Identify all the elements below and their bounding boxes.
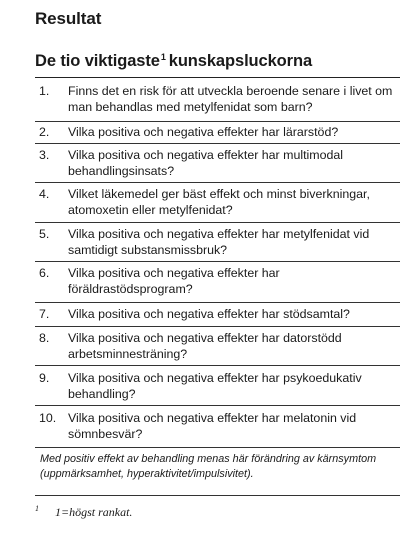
- list-item: [35, 330, 400, 366]
- item-text: Vilka positiva och negativa effekter har lärarstöd?: [68, 125, 339, 139]
- list-item: [35, 410, 400, 448]
- table-top-rule: [35, 77, 400, 78]
- item-text: Vilka positiva och negativa effekter har datorstödd arbetsminnesträning?: [68, 331, 342, 361]
- item-text: Vilka positiva och negativa effekter har föräldrastödsprogram?: [68, 266, 280, 296]
- item-number: 8.: [39, 331, 50, 345]
- footnote: [35, 504, 132, 520]
- section-heading: Resultat: [35, 9, 102, 28]
- list-item: [35, 124, 400, 144]
- list-item: [35, 186, 400, 223]
- item-number: 6.: [39, 266, 50, 280]
- list-item: [35, 265, 400, 303]
- item-text: Vilka positiva och negativa effekter har melatonin vid sömnbesvär?: [68, 411, 357, 441]
- footnote-text: 1=högst rankat.: [55, 505, 133, 519]
- list-item: [35, 370, 400, 406]
- item-number: 7.: [39, 307, 50, 321]
- item-number: 4.: [39, 187, 50, 201]
- table-note: Med positiv effekt av behandling menas här förändring av kärnsymtom (uppmärksamhet, hyperaktivitet/impulsivitet).: [40, 453, 377, 480]
- item-number: 9.: [39, 371, 50, 385]
- list-item: [35, 226, 400, 262]
- list-item: [35, 147, 400, 183]
- item-text: Vilka positiva och negativa effekter har stödsamtal?: [68, 307, 350, 321]
- item-text: Vilka positiva och negativa effekter har metylfenidat vid samtidigt substansmissbruk?: [68, 227, 370, 257]
- item-text: Vilka positiva och negativa effekter har psykoedukativ behandling?: [68, 371, 362, 401]
- item-number: 5.: [39, 227, 50, 241]
- table-title-text-end: kunskapsluckorna: [168, 52, 313, 70]
- list-item: [35, 83, 400, 122]
- list-item: [35, 306, 400, 327]
- item-text: Vilket läkemedel ger bäst effekt och minst biverkningar, atomoxetin eller metylfenidat?: [68, 187, 370, 217]
- item-number: 1.: [39, 84, 50, 98]
- table-title-text: De tio viktigaste: [35, 52, 160, 70]
- item-number: 2.: [39, 125, 50, 139]
- table-bottom-rule: [35, 495, 400, 496]
- item-number: 3.: [39, 148, 50, 162]
- item-number: 10.: [39, 411, 57, 425]
- footnote-mark: 1: [35, 504, 39, 513]
- item-text: Vilka positiva och negativa effekter har multimodal behandlingsinsats?: [68, 148, 344, 178]
- footnote-reference: 1: [160, 52, 166, 62]
- table-title: [35, 52, 312, 71]
- item-text: Finns det en risk för att utveckla beroende senare i livet om man behandlas med metylfenidat som barn?: [68, 84, 393, 114]
